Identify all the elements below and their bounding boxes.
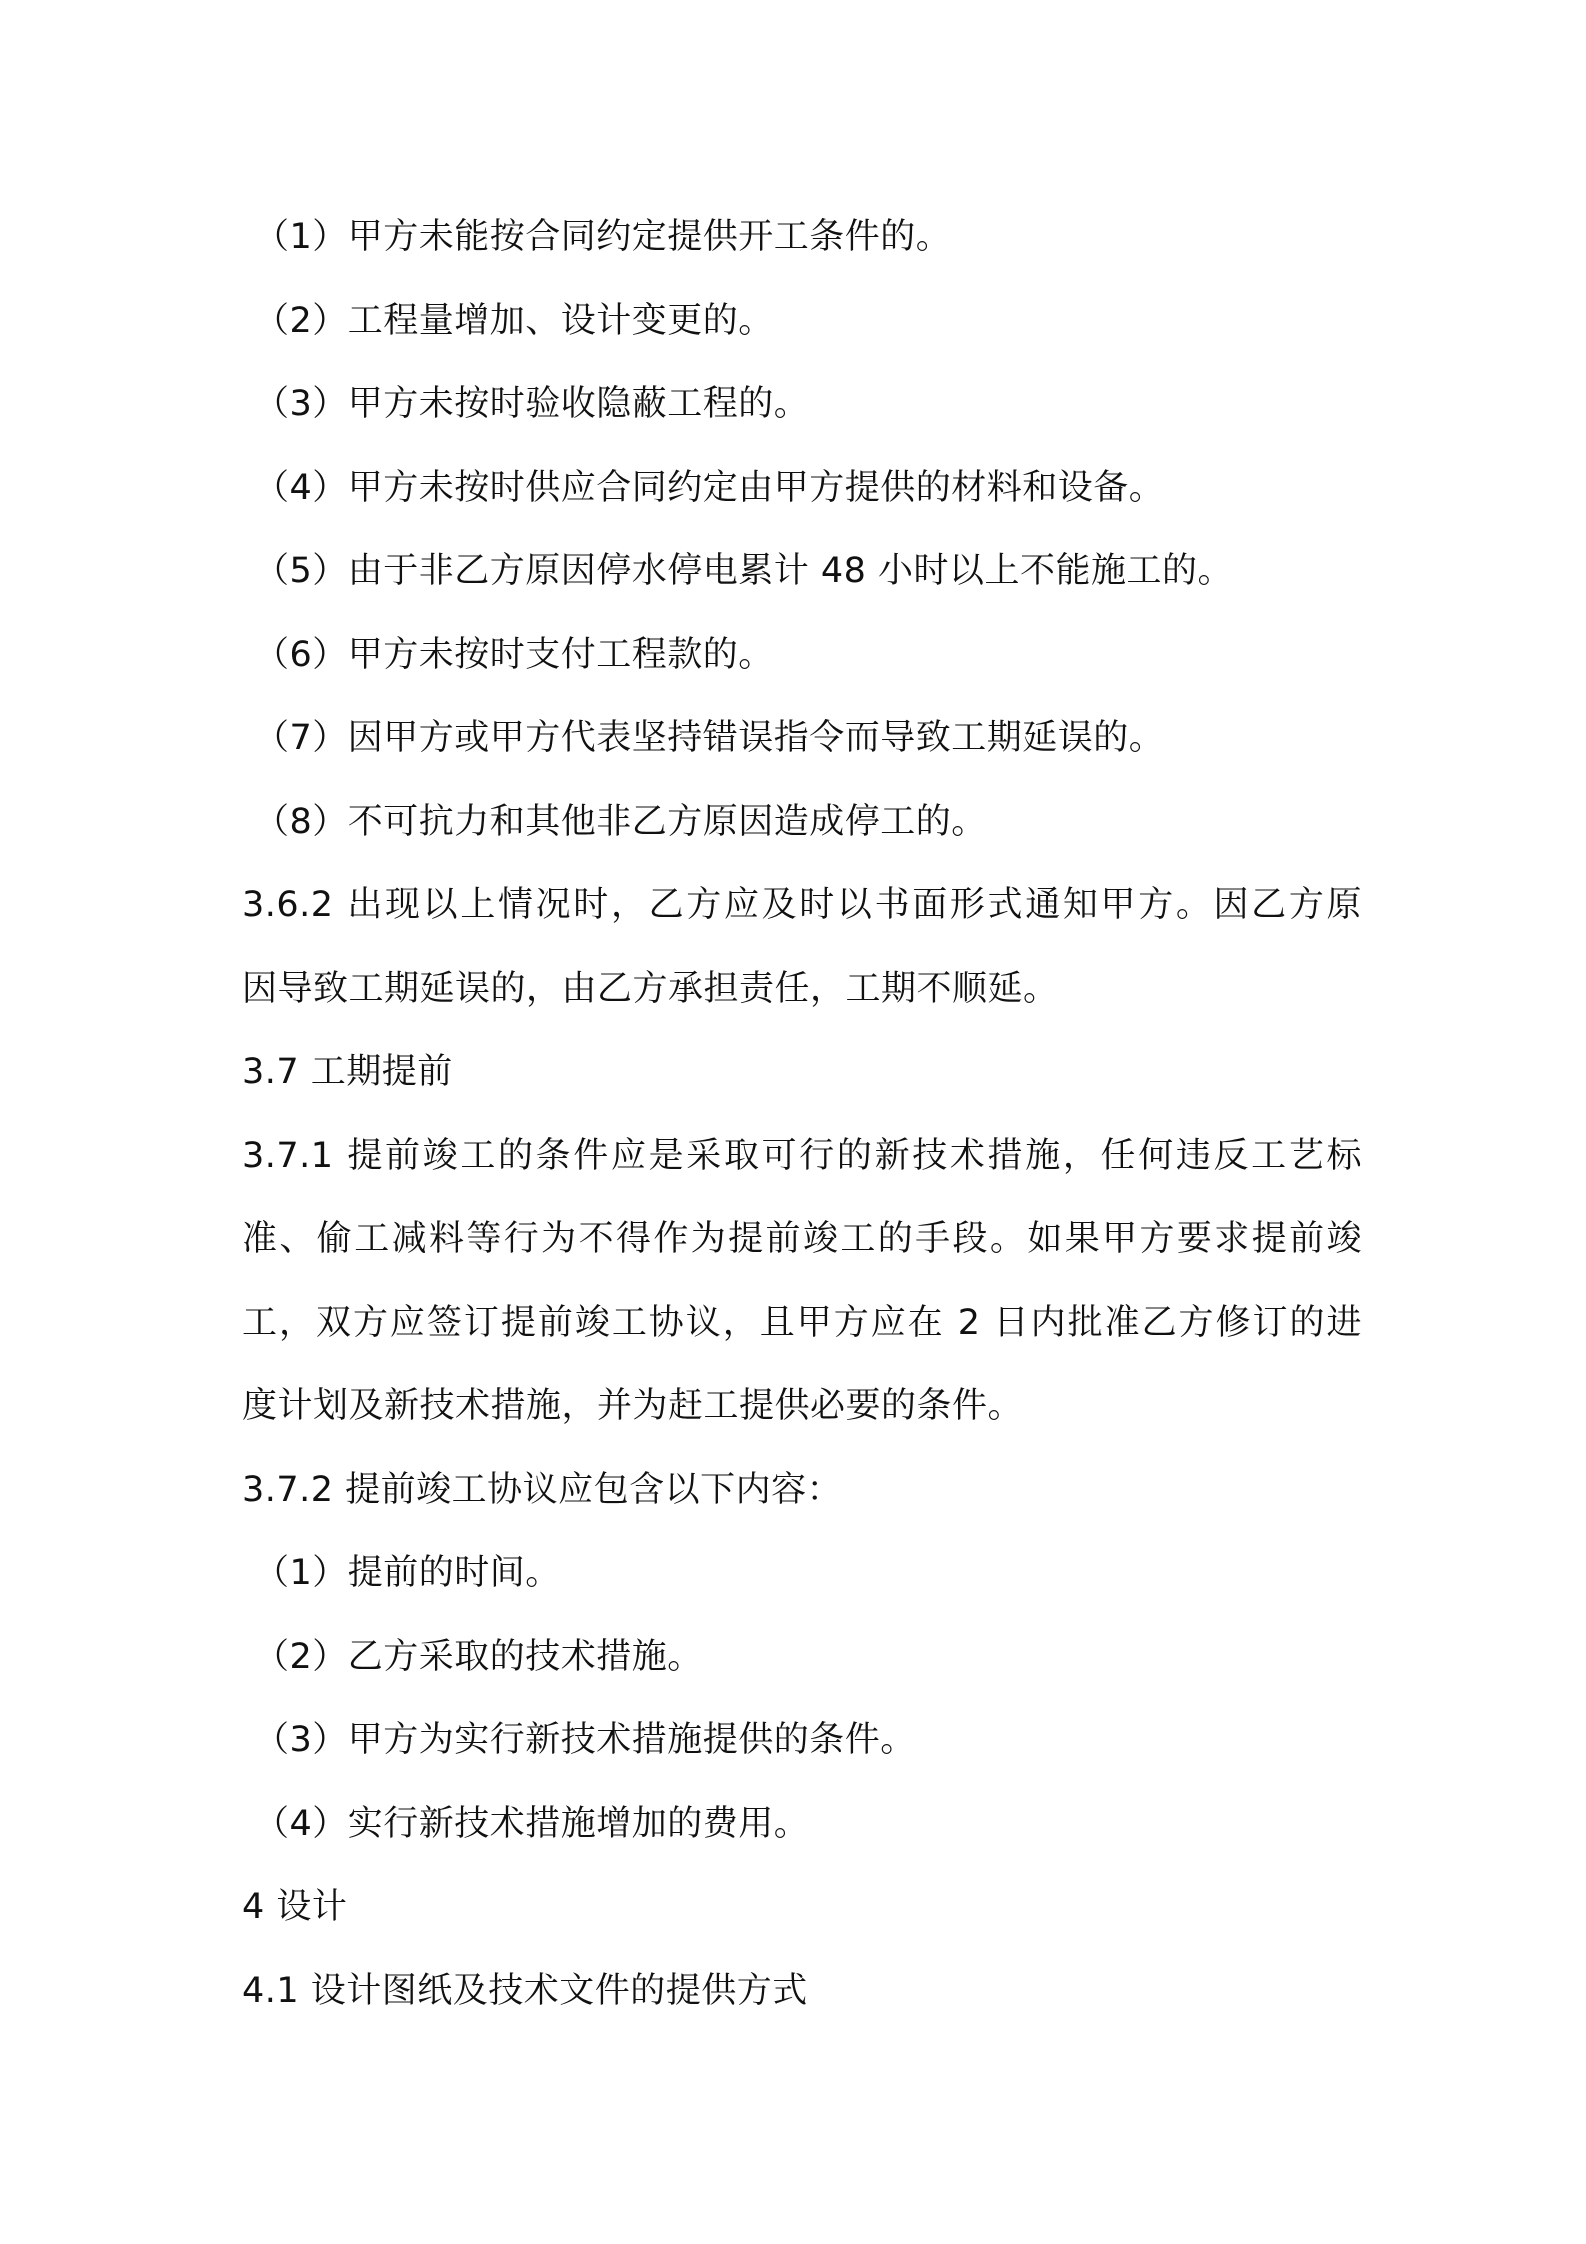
list-item: （1）甲方未能按合同约定提供开工条件的。 (254, 217, 952, 257)
list-item: （4）甲方未按时供应合同约定由甲方提供的材料和设备。 (254, 467, 1165, 508)
section-heading-4-1: 4.1 设计图纸及技术文件的提供方式 (242, 1970, 808, 2011)
list-item: （5）由于非乙方原因停水停电累计 48 小时以上不能施工的。 (254, 551, 1234, 591)
list-item: （4）实行新技术措施增加的费用。 (254, 1803, 810, 1844)
section-heading-4: 4 设计 (242, 1887, 348, 1927)
list-item: （6）甲方未按时支付工程款的。 (254, 634, 774, 675)
clause-3-7-1-line: 3.7.1 提前竣工的条件应是采取可行的新技术措施，任何违反工艺标 (242, 1135, 1362, 1176)
list-item: （2）工程量增加、设计变更的。 (254, 300, 774, 341)
clause-3-6-2-line: 因导致工期延误的，由乙方承担责任，工期不顺延。 (242, 968, 1059, 1009)
list-item: （1）提前的时间。 (254, 1553, 561, 1593)
clause-3-7-1-line: 工，双方应签订提前竣工协议，且甲方应在 2 日内批准乙方修订的进 (242, 1302, 1362, 1343)
list-item: （7）因甲方或甲方代表坚持错误指令而导致工期延误的。 (254, 718, 1165, 758)
clause-3-7-1-line: 度计划及新技术措施，并为赶工提供必要的条件。 (242, 1386, 1024, 1426)
list-item: （8）不可抗力和其他非乙方原因造成停工的。 (254, 801, 987, 842)
list-item: （2）乙方采取的技术措施。 (254, 1636, 703, 1677)
section-heading-3-7: 3.7 工期提前 (242, 1052, 453, 1092)
clause-3-7-2: 3.7.2 提前竣工协议应包含以下内容： (242, 1469, 843, 1510)
document-body (242, 196, 1362, 2033)
list-item: （3）甲方未按时验收隐蔽工程的。 (254, 384, 810, 424)
clause-3-7-1-line: 准、偷工减料等行为不得作为提前竣工的手段。如果甲方要求提前竣 (242, 1219, 1362, 1259)
list-item: （3）甲方为实行新技术措施提供的条件。 (254, 1720, 916, 1760)
clause-3-6-2-line: 3.6.2 出现以上情况时，乙方应及时以书面形式通知甲方。因乙方原 (242, 885, 1362, 925)
